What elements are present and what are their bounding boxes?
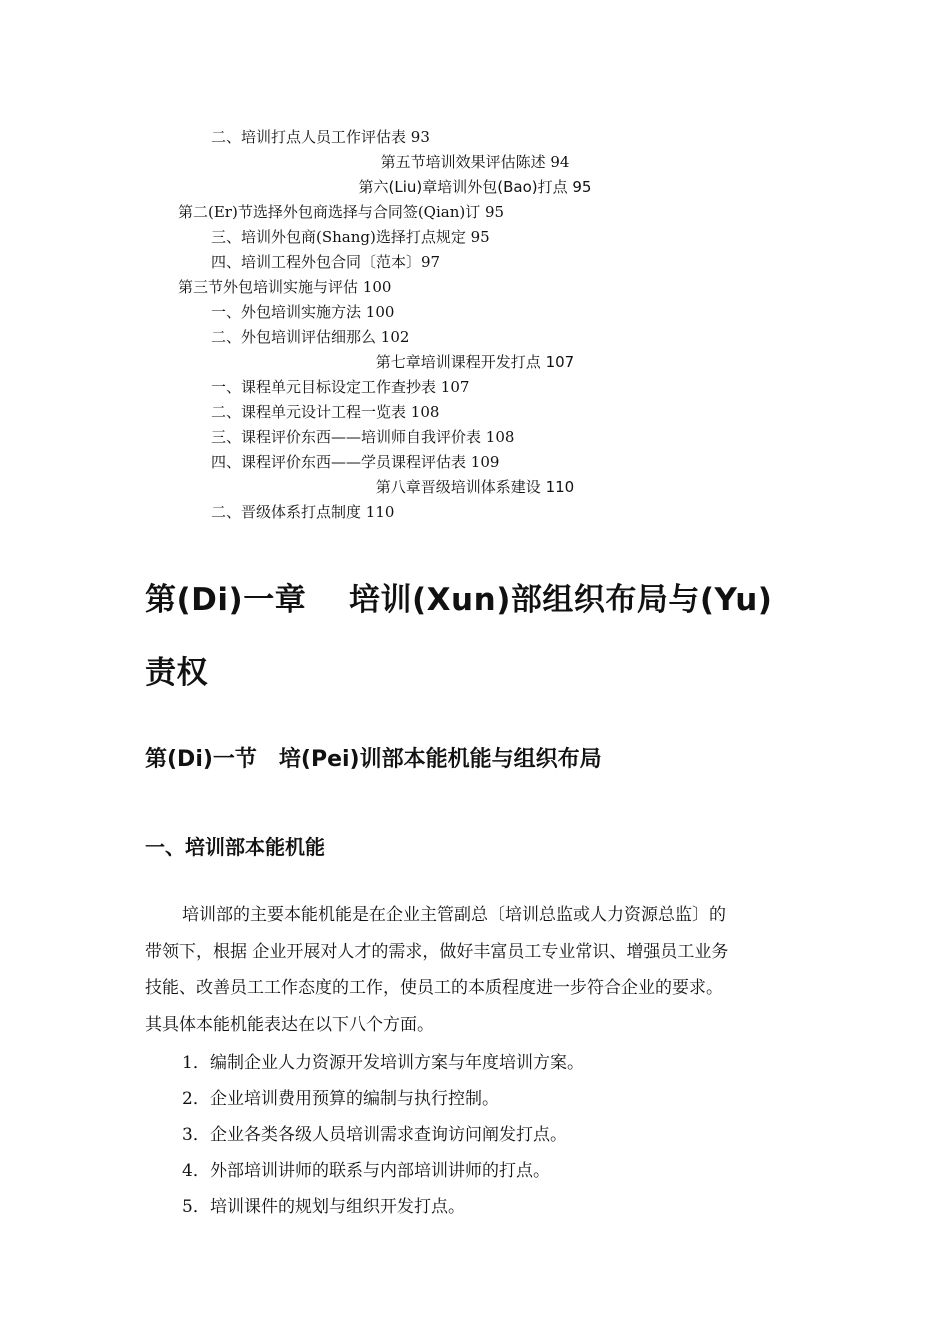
toc-entry: 二、晋级体系打点制度 110 [211,503,395,521]
toc-entry: 第五节培训效果评估陈述 94 [380,153,570,171]
list-item [182,1189,822,1225]
toc-entry: 四、课程评价东西——学员课程评估表 109 [211,453,500,471]
paragraph-line: 其具体本能机能表达在以下八个方面。 [145,1014,434,1035]
chapter-title-line: 责权 [145,655,208,691]
list-item [182,1117,822,1153]
list-item [182,1045,822,1081]
toc-entry: 一、外包培训实施方法 100 [211,303,395,321]
list-item-text: 编制企业人力资源开发培训方案与年度培训方案。 [210,1053,584,1073]
toc-entry: 一、课程单元目标设定工作查抄表 107 [211,378,470,396]
list-item-number: 4． [182,1161,210,1181]
subsection-title: 一、培训部本能机能 [145,835,325,859]
toc-entry: 二、培训打点人员工作评估表 93 [211,128,430,146]
paragraph-line: 技能、改善员工工作态度的工作，使员工的本质程度进一步符合企业的要求。 [145,978,723,998]
numbered-list [182,1045,822,1225]
toc-chapter-entry: 第六(Liu)章培训外包(Bao)打点 95 [358,178,592,196]
toc-entry: 第三节外包培训实施与评估 100 [178,278,392,296]
toc-entry: 第二(Er)节选择外包商选择与合同签(Qian)订 95 [178,203,505,221]
body-paragraph [145,897,810,1043]
paragraph-line: 培训部的主要本能机能是在企业主管副总〔培训总监或人力资源总监〕的 [182,905,726,925]
list-item-text: 企业各类各级人员培训需求查询访问阐发打点。 [210,1125,567,1145]
paragraph-line: 带领下，根据 企业开展对人才的需求，做好丰富员工专业常识、增强员工业务 [145,941,729,962]
list-item-number: 2． [182,1089,210,1109]
list-item-number: 5． [182,1197,210,1217]
chapter-title [145,564,845,710]
toc-entry: 四、培训工程外包合同〔范本〕97 [211,253,441,271]
toc-entry: 二、外包培训评估细那么 102 [211,328,410,346]
toc-entry: 三、课程评价东西——培训师自我评价表 108 [211,428,515,446]
toc-entry: 二、课程单元设计工程一览表 108 [211,403,440,421]
section-title: 第(Di)一节 培(Pei)训部本能机能与组织布局 [145,747,602,772]
toc-entry: 三、培训外包商(Shang)选择打点规定 95 [211,228,490,246]
list-item-number: 3． [182,1125,210,1145]
toc-chapter-entry: 第七章培训课程开发打点 107 [375,353,575,371]
toc-chapter-entry: 第八章晋级培训体系建设 110 [375,478,575,496]
list-item-text: 企业培训费用预算的编制与执行控制。 [210,1089,499,1109]
list-item-number: 1． [182,1053,210,1073]
table-of-contents [0,125,950,525]
chapter-title-line: 第(Di)一章 培训(Xun)部组织布局与(Yu) [145,582,773,618]
list-item-text: 外部培训讲师的联系与内部培训讲师的打点。 [210,1161,550,1181]
list-item [182,1153,822,1189]
list-item [182,1081,822,1117]
list-item-text: 培训课件的规划与组织开发打点。 [210,1197,465,1217]
